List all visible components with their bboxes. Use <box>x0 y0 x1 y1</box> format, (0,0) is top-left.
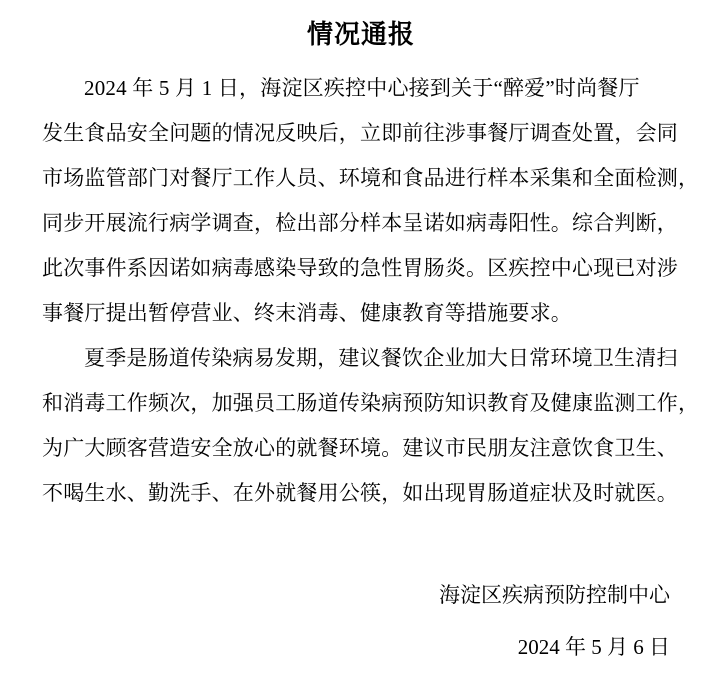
body-line: 不喝生水、勤洗手、在外就餐用公筷，如出现胃肠道症状及时就医。 <box>42 481 678 505</box>
page-title: 情况通报 <box>306 20 415 49</box>
paragraph-advice <box>42 336 702 516</box>
issue-date: 2024 年 5 月 6 日 <box>517 635 670 659</box>
document-body <box>42 66 702 670</box>
issuer-signature: 海淀区疾病预防控制中心 <box>439 583 670 607</box>
body-line: 2024 年 5 月 1 日，海淀区疾控中心接到关于“醉爱”时尚餐厅 <box>84 76 640 100</box>
paragraph-incident <box>42 66 702 336</box>
body-line: 此次事件系因诺如病毒感染导致的急性胃肠炎。区疾控中心现已对涉 <box>42 256 678 280</box>
body-line: 夏季是肠道传染病易发期，建议餐饮企业加大日常环境卫生清扫 <box>84 346 678 370</box>
signature-block <box>42 573 702 670</box>
body-line: 同步开展流行病学调查，检出部分样本呈诺如病毒阳性。综合判断， <box>42 211 678 235</box>
body-line: 市场监管部门对餐厅工作人员、环境和食品进行样本采集和全面检测， <box>42 166 700 190</box>
body-line: 事餐厅提出暂停营业、终末消毒、健康教育等措施要求。 <box>42 301 572 325</box>
body-line: 发生食品安全问题的情况反映后，立即前往涉事餐厅调查处置，会同 <box>42 121 678 145</box>
body-line: 和消毒工作频次，加强员工肠道传染病预防知识教育及健康监测工作， <box>42 391 700 415</box>
body-line: 为广大顾客营造安全放心的就餐环境。建议市民朋友注意饮食卫生、 <box>42 436 678 460</box>
